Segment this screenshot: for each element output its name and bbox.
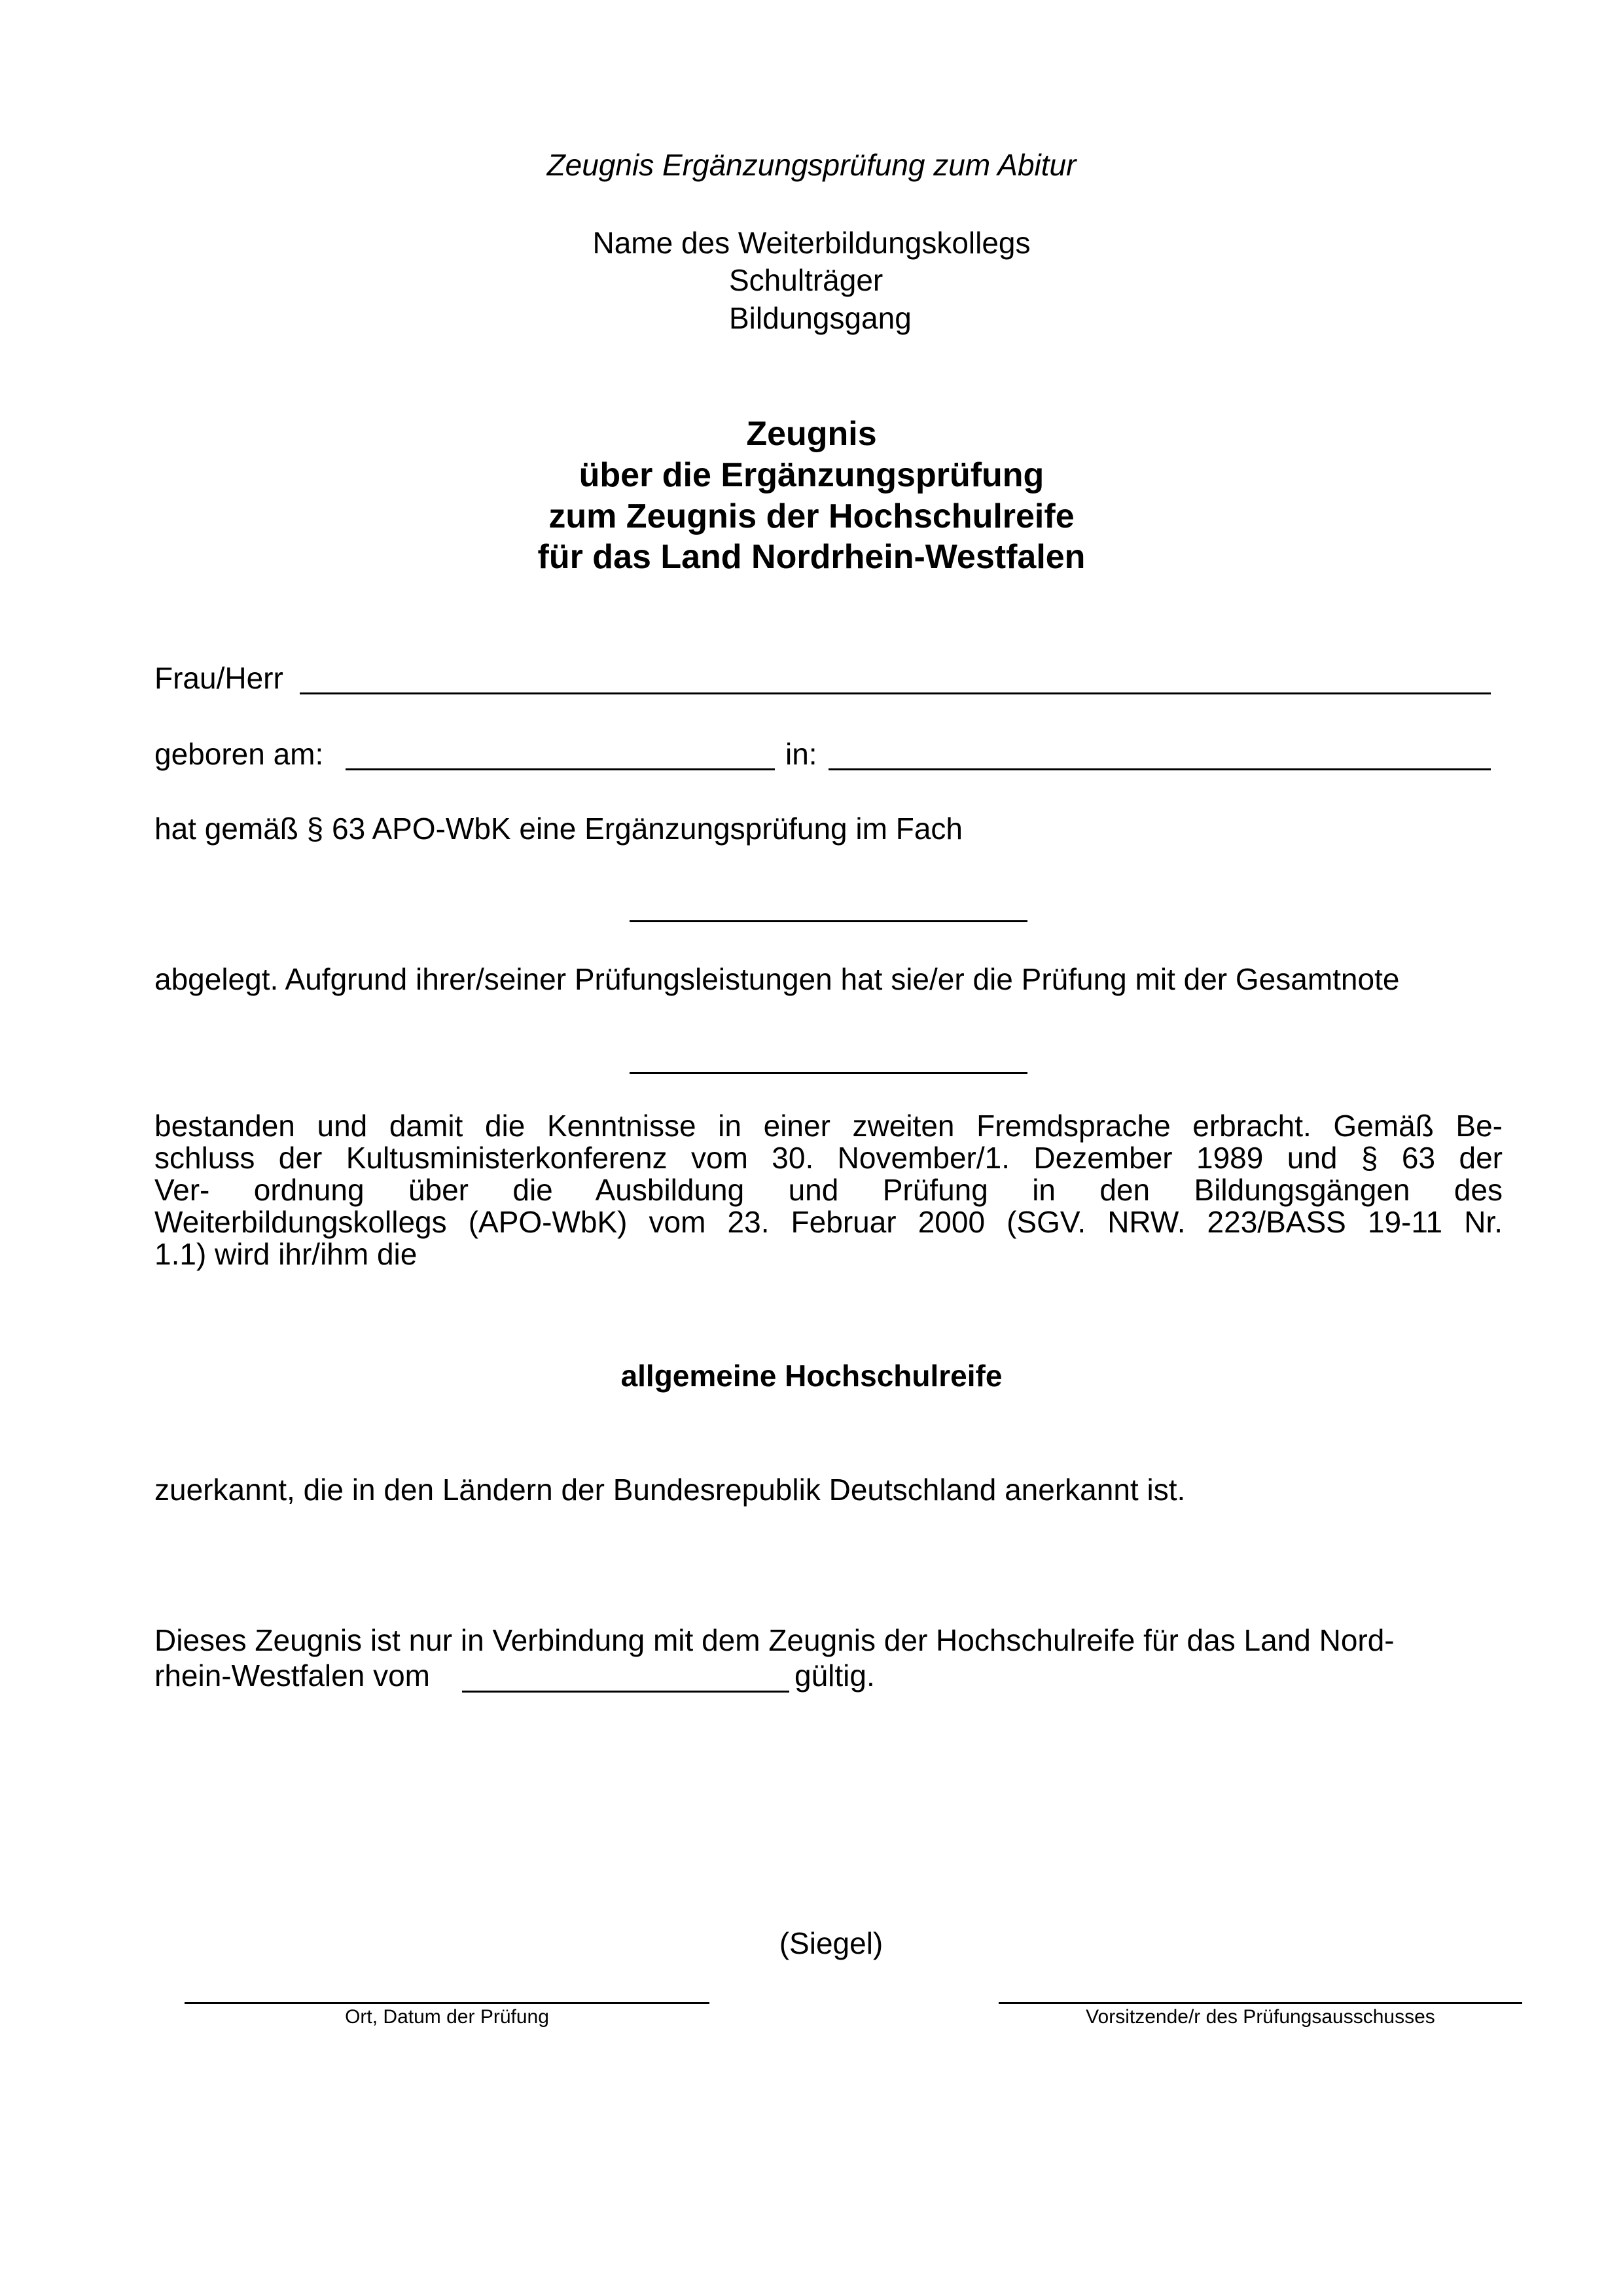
legal-paragraph [154,1110,1503,1270]
school-sponsor: Schulträger [729,263,883,297]
validity-date-blank-line[interactable] [462,1691,789,1693]
seal-placeholder: (Siegel) [779,1926,883,1960]
birth-place-blank-line[interactable] [829,768,1491,770]
legal-line: 1.1) wird ihr/ihm die [154,1237,418,1271]
birth-date-blank-line[interactable] [346,768,775,770]
birth-date-label: geboren am: [154,737,324,771]
name-blank-line[interactable] [300,692,1491,694]
validity-suffix: gültig. [794,1659,875,1693]
birth-place-label: in: [785,737,817,771]
subject-blank-line[interactable] [630,920,1027,922]
document-heading: Zeugnis Ergänzungsprüfung zum Abitur [546,148,1077,182]
title-line-4: für das Land Nordrhein-Westfalen [537,538,1086,576]
title-line-2: über die Ergänzungsprüfung [579,456,1044,494]
legal-line: schluss der Kultusministerkonferenz vom 30. November/1. Dezember 1989 und § 63 der [154,1141,1503,1175]
validity-sentence-line-1: Dieses Zeugnis ist nur in Verbindung mit dem Zeugnis der Hochschulreife für das Land Nord- [154,1623,1395,1657]
exam-sentence: hat gemäß § 63 APO-WbK eine Ergänzungsprüfung im Fach [154,812,963,846]
validity-sentence-line-2: rhein-Westfalen vom [154,1659,430,1693]
title-line-3: zum Zeugnis der Hochschulreife [548,497,1075,535]
legal-line: bestanden und damit die Kenntnisse in einer zweiten Fremdsprache erbracht. Gemäß Be- [154,1109,1503,1143]
legal-line: Weiterbildungskollegs (APO-WbK) vom 23. Februar 2000 (SGV. NRW. 223/BASS 19-11 Nr. [154,1205,1503,1239]
legal-line: Ver- ordnung über die Ausbildung und Prüfung in den Bildungsgängen des [154,1173,1503,1207]
grade-blank-line[interactable] [630,1072,1027,1074]
degree-name: allgemeine Hochschulreife [620,1359,1003,1393]
chair-signature-label: Vorsitzende/r des Prüfungsausschusses [1086,2006,1435,2028]
place-date-signature-line[interactable] [185,2002,709,2004]
title-line-1: Zeugnis [746,415,877,453]
passed-sentence: abgelegt. Aufgrund ihrer/seiner Prüfungsleistungen hat sie/er die Prüfung mit der Gesamtnote [154,962,1400,996]
place-date-signature-label: Ort, Datum der Prüfung [345,2006,549,2028]
program-name: Bildungsgang [729,301,912,335]
chair-signature-line[interactable] [999,2002,1522,2004]
school-name: Name des Weiterbildungskollegs [592,226,1031,260]
name-label: Frau/Herr [154,661,283,695]
recognition-sentence: zuerkannt, die in den Ländern der Bundesrepublik Deutschland anerkannt ist. [154,1473,1186,1507]
